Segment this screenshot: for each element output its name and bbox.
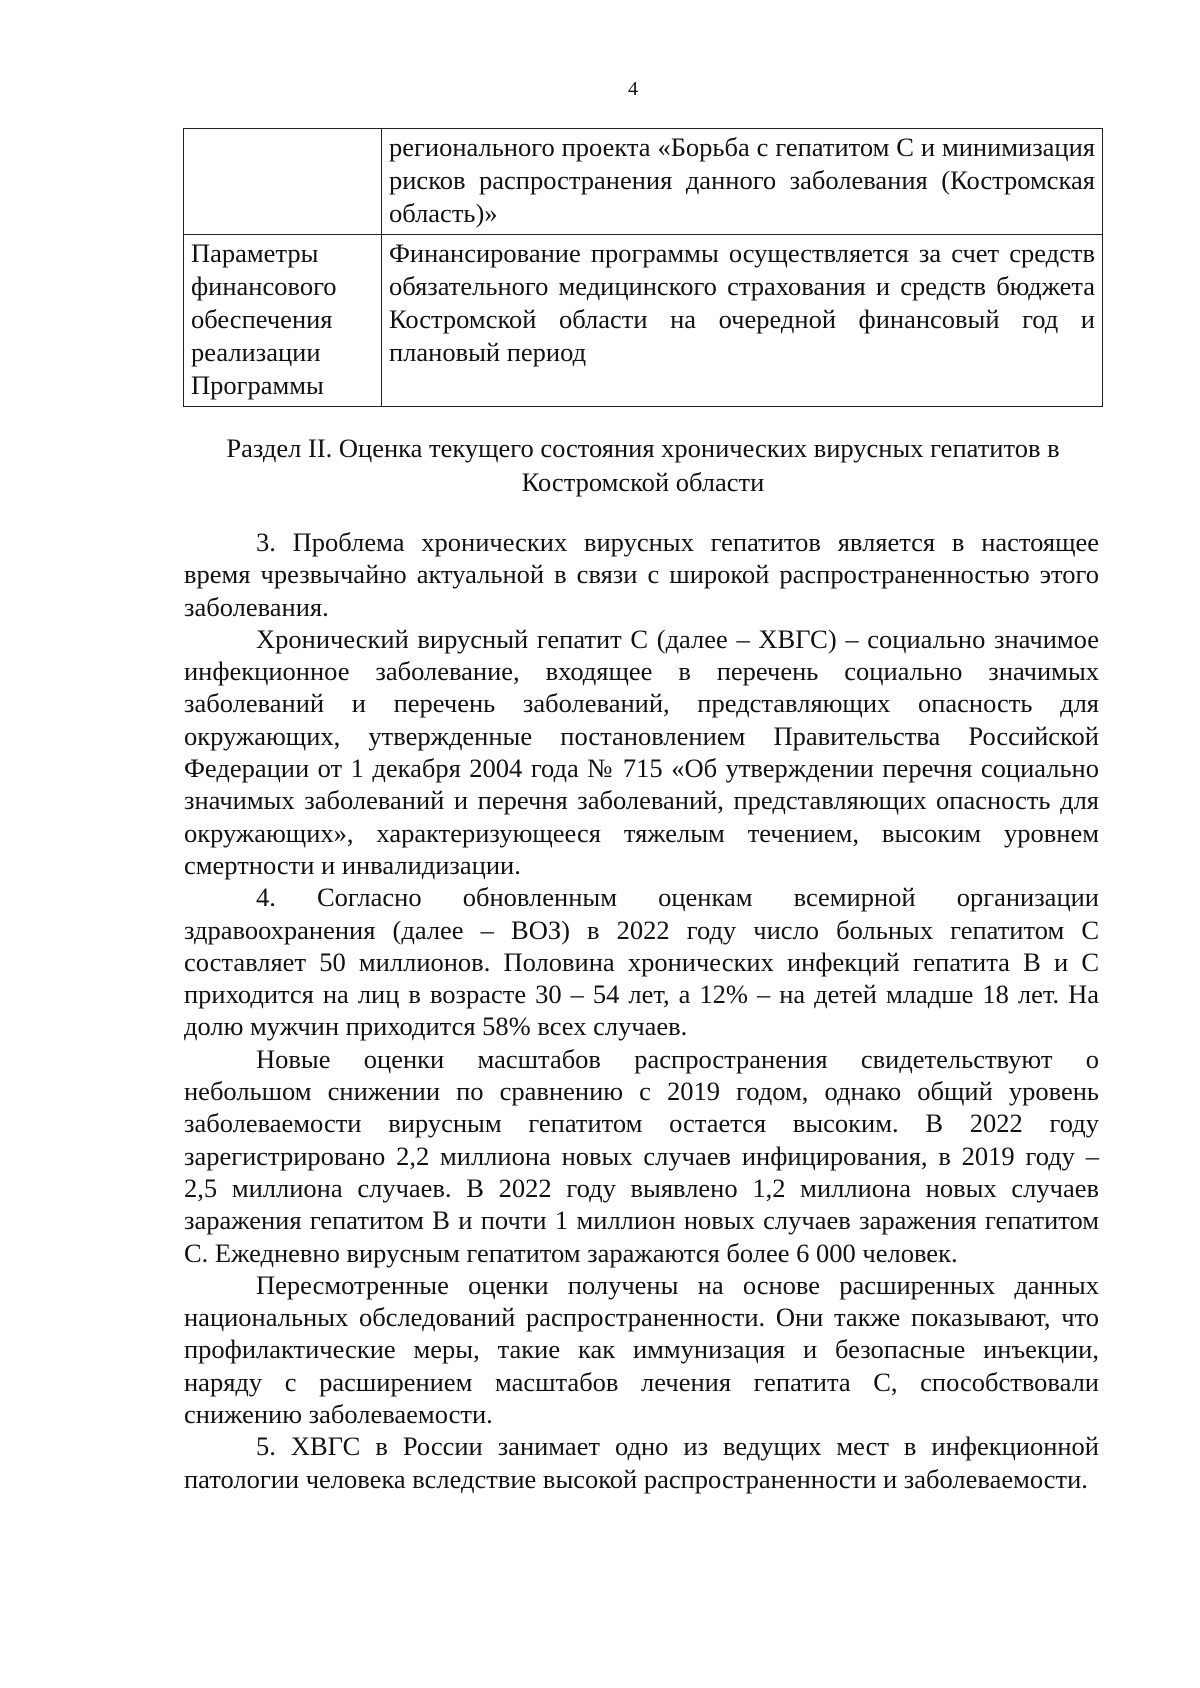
table-cell-value: Финансирование программы осуществляется за счет средств обязательного медицинского страхования и средств бюджета Костромской области на очередной финансовый год и плановый период	[382, 235, 1103, 407]
table-cell-value: регионального проекта «Борьба с гепатитом С и минимизация рисков распространения данного заболевания (Костромская область)»	[382, 129, 1103, 235]
table-row	[184, 129, 1103, 235]
paragraph: Пересмотренные оценки получены на основе расширенных данных национальных обследований распространенности. Они также показывают, что профилактические меры, такие как иммунизация и безопасные инъекции, наряду с расширением масштабов лечения гепатита С, способствовали снижению заболеваемости.	[184, 1269, 1099, 1430]
paragraph: Хронический вирусный гепатит С (далее – ХВГС) – социально значимое инфекционное заболевание, входящее в перечень социально значимых заболеваний и перечень заболеваний, представляющих опасность для окружающих, утвержденные постановлением Правительства Российской Федерации от 1 декабря 2004 года № 715 «Об утверждении перечня социально значимых заболеваний и перечня заболеваний, представляющих опасность для окружающих», характеризующееся тяжелым течением, высоким уровнем смертности и инвалидизации.	[184, 623, 1099, 880]
paragraph: 4. Согласно обновленным оценкам всемирной организации здравоохранения (далее – ВОЗ) в 2022 году число больных гепатитом С составляет 50 миллионов. Половина хронических инфекций гепатита В и С приходится на лиц в возрасте 30 – 54 лет, а 12% – на детей младше 18 лет. На долю мужчин приходится 58% всех случаев.	[184, 882, 1099, 1042]
paragraph: 5. ХВГС в России занимает одно из ведущих мест в инфекционной патологии человека вследствие высокой распространенности и заболеваемости.	[184, 1431, 1099, 1494]
section-title-line: Раздел II. Оценка текущего состояния хронических вирусных гепатитов в	[226, 433, 1060, 463]
section-title	[183, 431, 1103, 499]
paragraph: Новые оценки масштабов распространения свидетельствуют о небольшом снижении по сравнению с 2019 годом, однако общий уровень заболеваемости вирусным гепатитом остается высоким. В 2022 году зарегистрировано 2,2 миллиона новых случаев инфицирования, в 2019 году – 2,5 миллиона случаев. В 2022 году выявлено 1,2 миллиона новых случаев заражения гепатитом В и почти 1 миллион новых случаев заражения гепатитом С. Ежедневно вирусным гепатитом заражаются более 6 000 человек.	[184, 1043, 1099, 1268]
table-cell-label	[184, 129, 382, 235]
table-row	[184, 235, 1103, 407]
program-passport-table	[183, 128, 1103, 407]
page-number: 4	[628, 78, 638, 100]
paragraph: 3. Проблема хронических вирусных гепатитов является в настоящее время чрезвычайно актуальной в связи с широкой распространенностью этого заболевания.	[184, 527, 1099, 622]
section-title-line: Костромской области	[521, 467, 765, 497]
table-cell-label: Параметры финансового обеспечения реализации Программы	[184, 235, 382, 407]
body-text	[184, 526, 1099, 1495]
